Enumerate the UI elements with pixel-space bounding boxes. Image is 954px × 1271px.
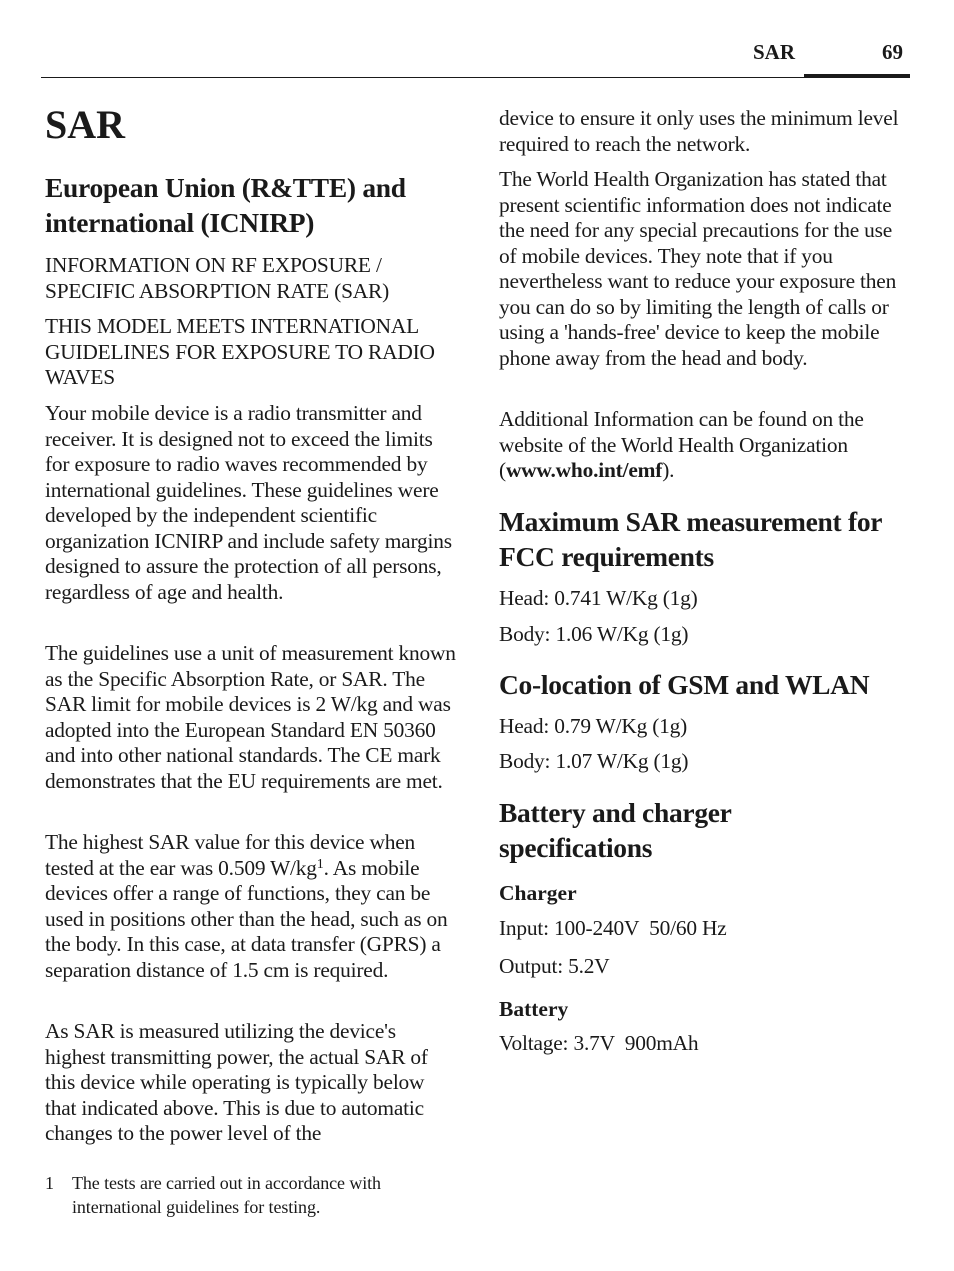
- battery-label: Battery: [499, 997, 569, 1021]
- section-heading-fcc: Maximum SAR measurement for FCC requirements: [499, 506, 882, 572]
- footnote-number: 1: [45, 1173, 54, 1193]
- paragraph-device-minimum: device to ensure it only uses the minimum level required to reach the network.: [499, 106, 899, 156]
- colocation-head-value: Head: 0.79 W/Kg (1g): [499, 714, 688, 738]
- paragraph-guidelines-unit: The guidelines use a unit of measurement known as the Specific Absorption Rate, or SAR. The SAR limit for mobile devices is 2 W/kg and was adopted into the European Standard EN 50360 and into other national standards. The CE mark demonstrates that the EU requirements are met.: [45, 641, 456, 793]
- section-heading-eu: European Union (R&TTE) and international (ICNIRP): [45, 172, 406, 238]
- header-rule: [41, 77, 910, 78]
- paragraph-additional-info: Additional Information can be found on the website of the World Health Organization (www.who.int/emf).: [499, 407, 864, 482]
- paragraph-who-statement: The World Health Organization has stated that present scientific information does not indicate the need for any special precautions for the use of mobile devices. They note that if you nevertheless want to reduce your exposure then you can do so by limiting the length of calls or using a 'hands-free' device to keep the mobile phone away from the head and body.: [499, 167, 897, 370]
- footnote-text: The tests are carried out in accordance with international guidelines for testing.: [72, 1173, 381, 1217]
- fcc-head-value: Head: 0.741 W/Kg (1g): [499, 586, 698, 610]
- section-heading-colocation: Co-location of GSM and WLAN: [499, 669, 870, 700]
- fcc-body-value: Body: 1.06 W/Kg (1g): [499, 622, 689, 646]
- section-heading-battery: Battery and charger specifications: [499, 797, 732, 863]
- page-title: SAR: [45, 102, 126, 147]
- running-header-title: SAR: [753, 40, 796, 64]
- footnote-reference[interactable]: 1: [316, 856, 324, 872]
- header-rule-accent: [804, 74, 910, 78]
- charger-label: Charger: [499, 881, 577, 905]
- charger-output-value: Output: 5.2V: [499, 954, 610, 978]
- highest-sar-text: The highest SAR value for this device when tested at the ear was 0.509 W/kg: [45, 830, 416, 880]
- highest-sar-text-cont: . As mobile devices offer a range of functions, they can be used in positions other than the head, such as on the body. In this case, at data transfer (GPRS) a separation distance of 1.5 cm is required.: [45, 855, 448, 982]
- paragraph-rf-info: INFORMATION ON RF EXPOSURE / SPECIFIC ABSORPTION RATE (SAR): [45, 253, 390, 303]
- colocation-body-value: Body: 1.07 W/Kg (1g): [499, 749, 689, 773]
- paragraph-highest-sar: [45, 830, 457, 983]
- who-link[interactable]: www.who.int/emf: [505, 458, 663, 482]
- battery-voltage-value: Voltage: 3.7V 900mAh: [499, 1031, 699, 1055]
- paragraph-radio-transmitter: Your mobile device is a radio transmitter and receiver. It is designed not to exceed the limits for exposure to radio waves recommended by international guidelines. These guidelines were developed by the independent scientific organization ICNIRP and include safety margins designed to assure the protection of all persons, regardless of age and health.: [45, 401, 452, 604]
- paragraph-model-meets: THIS MODEL MEETS INTERNATIONAL GUIDELINES FOR EXPOSURE TO RADIO WAVES: [45, 314, 435, 389]
- page-number: 69: [882, 40, 903, 64]
- paragraph-sar-measured: As SAR is measured utilizing the device's highest transmitting power, the actual SAR of this device while operating is typically below that indicated above. This is due to automatic changes to the power level of the: [45, 1019, 428, 1145]
- charger-input-value: Input: 100-240V 50/60 Hz: [499, 916, 727, 940]
